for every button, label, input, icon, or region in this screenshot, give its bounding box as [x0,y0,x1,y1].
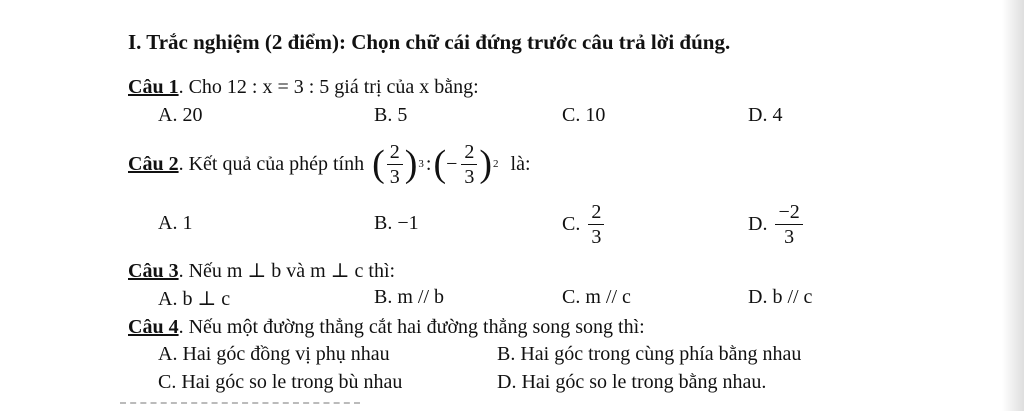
exponent-2: 2 [493,158,499,170]
question-2-suffix: là: [510,152,531,175]
q1-option-d[interactable]: D. 4 [748,104,783,126]
q1-option-c[interactable]: C. 10 [562,104,606,126]
q4-option-a[interactable]: A. Hai góc đồng vị phụ nhau [158,343,390,365]
question-2-text: . Kết quả của phép tính [178,152,365,175]
q3-option-b[interactable]: B. m // b [374,286,445,308]
question-1-label: Câu 1 [128,76,179,98]
q2-option-d[interactable]: D. $\frac{-2}{3}$ [748,200,805,248]
question-4 [128,316,645,339]
q1-option-a[interactable]: A. 20 [158,104,203,126]
question-1 [128,76,479,99]
q3-option-a[interactable]: A. b ⊥ c [158,288,231,310]
q2-option-a[interactable]: A. 1 [158,212,193,234]
q4-option-c[interactable]: C. Hai góc so le trong bù nhau [158,371,403,393]
question-4-text: . Nếu một đường thẳng cắt hai đường thẳng song song thì: [178,316,645,338]
expression: ( $\frac{2}{3}$ ) 3 : ( − $\frac{2}{3}$ ) 2 [372,140,499,188]
q1-option-b[interactable]: B. 5 [374,104,408,126]
question-1-text: . Cho 12 : x = 3 : 5 giá trị của x bằng: [178,76,479,98]
q3-option-c[interactable]: C. m // c [562,286,631,308]
q4-option-d[interactable]: D. Hai góc so le trong bằng nhau. [497,371,767,393]
q4-option-b[interactable]: B. Hai góc trong cùng phía bằng nhau [497,343,802,365]
question-3-text: . Nếu m ⊥ b và m ⊥ c thì: [178,260,396,282]
question-4-label: Câu 4 [128,316,179,338]
page-edge-shadow [1002,0,1024,411]
question-3 [128,258,395,283]
fraction-2: $\frac{2}{3}$ [461,142,477,187]
cut-off-text-fragment [120,402,360,410]
question-2 [128,136,531,192]
question-2-label: Câu 2 [128,152,179,175]
section-title: I. Trắc nghiệm (2 điểm): Chọn chữ cái đứng trước câu trả lời đúng. [128,30,731,54]
fraction-1: $\frac{2}{3}$ [387,142,403,187]
question-3-label: Câu 3 [128,260,179,282]
q2-option-b[interactable]: B. −1 [374,212,419,234]
q3-option-d[interactable]: D. b // c [748,286,813,308]
exponent-1: 3 [418,158,424,170]
q2-option-c[interactable]: C. $\frac{2}{3}$ [562,200,606,248]
